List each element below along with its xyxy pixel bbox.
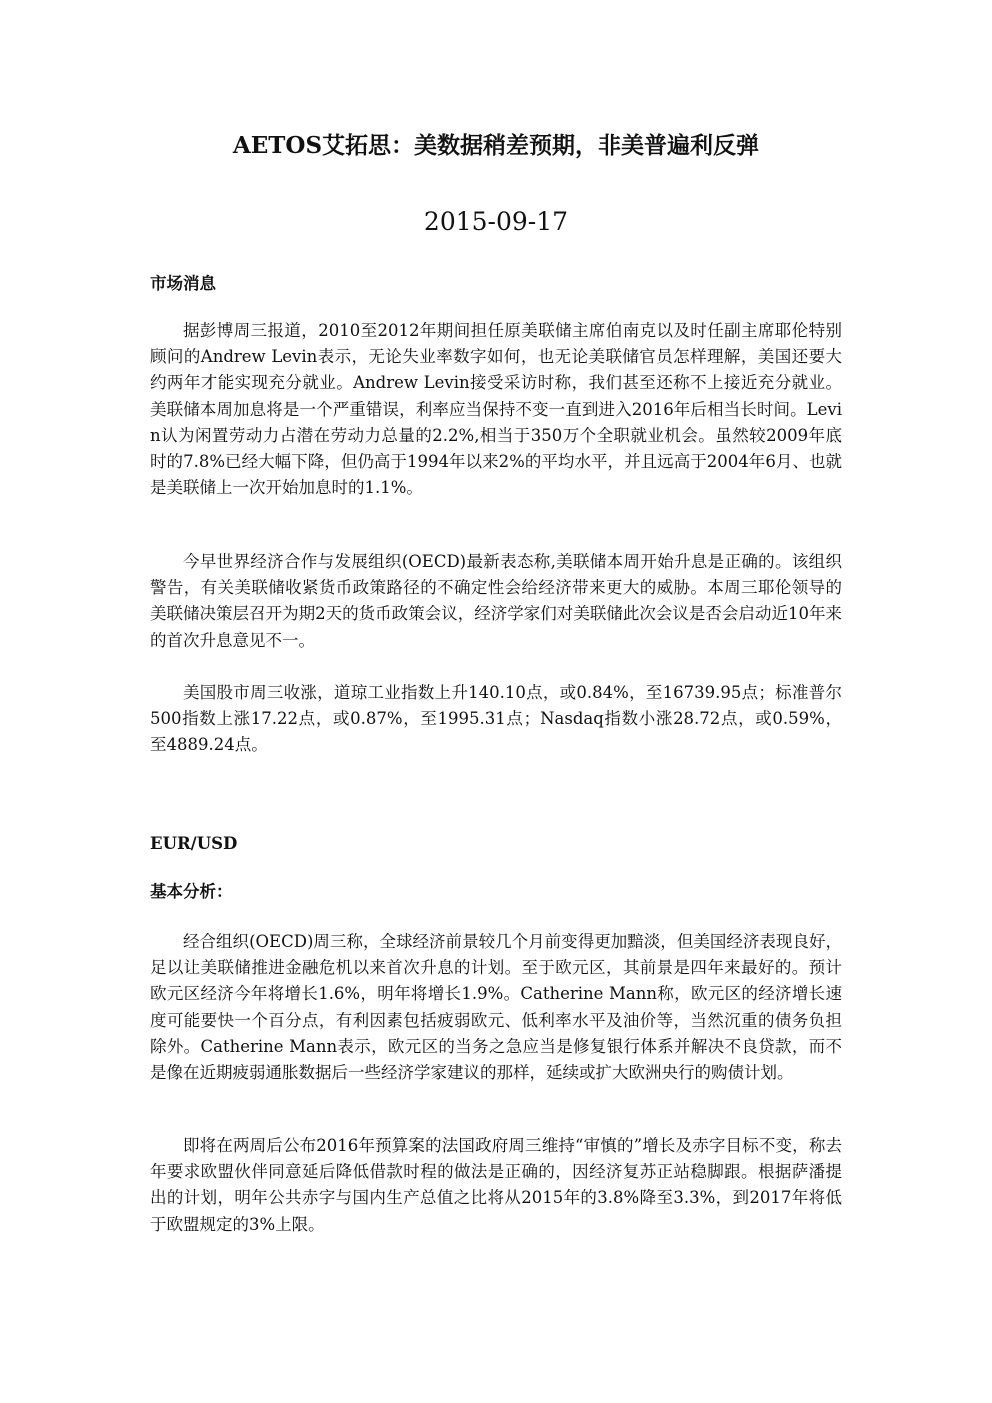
document-date: 2015-09-17 bbox=[423, 207, 569, 236]
paragraph-france-budget: 即将在两周后公布2016年预算案的法国政府周三维持“审慎的”增长及赤字目标不变，称去年要求欧盟伙伴同意延后降低借款时程的做法是正确的，因经济复苏正站稳脚跟。根据萨潘提出的计划，明年公共赤字与国内生产总值之比将从2015年的3.8%降至3.3%，到2017年将低于欧盟规定的3%上限。 bbox=[150, 1136, 842, 1234]
document-title: AETOS艾拓思：美数据稍差预期，非美普遍利反弹 bbox=[232, 132, 760, 159]
paragraph-oecd-fed: 今早世界经济合作与发展组织(OECD)最新表态称,美联储本周开始升息是正确的。该组织警告，有关美联储收紧货币政策路径的不确定性会给经济带来更大的威胁。本周三耶伦领导的美联储决策层召开为期2天的货币政策会议，经济学家们对美联储此次会议是否会启动近10年来的首次升息意见不一。 bbox=[150, 552, 842, 650]
section-heading-market-news: 市场消息 bbox=[150, 274, 216, 293]
paragraph-oecd-outlook: 经合组织(OECD)周三称，全球经济前景较几个月前变得更加黯淡，但美国经济表现良好，足以让美联储推进金融危机以来首次升息的计划。至于欧元区，其前景是四年来最好的。预计欧元区经济今年将增长1.6%，明年将增长1.9%。Catherine Mann称，欧元区的经济增长速度可能要快一个百分点，有利因素包括疲弱欧元、低利率水平及油价等，当然沉重的债务负担除外。Catherine Mann表示，欧元区的当务之急应当是修复银行体系并解决不良贷款，而不是像在近期疲弱通胀数据后一些经济学家建议的那样，延续或扩大欧洲央行的购债计划。 bbox=[150, 932, 842, 1083]
subheading-fundamental-analysis: 基本分析： bbox=[150, 882, 233, 901]
paragraph-us-stocks: 美国股市周三收涨，道琼工业指数上升140.10点，或0.84%，至16739.95点；标准普尔500指数上涨17.22点，或0.87%，至1995.31点；Nasdaq指数小涨28.72点，或0.59%，至4889.24点。 bbox=[150, 683, 842, 755]
section-heading-eurusd: EUR/USD bbox=[150, 834, 238, 853]
paragraph-levin: 据彭博周三报道，2010至2012年期间担任原美联储主席伯南克以及时任副主席耶伦特别顾问的Andrew Levin表示，无论失业率数字如何，也无论美联储官员怎样理解，美国还要大约两年才能实现充分就业。Andrew Levin接受采访时称，我们甚至还称不上接近充分就业。美联储本周加息将是一个严重错误，利率应当保持不变一直到进入2016年后相当长时间。Levin认为闲置劳动力占潜在劳动力总量的2.2%,相当于350万个全职就业机会。虽然较2009年底时的7.8%已经大幅下降，但仍高于1994年以来2%的平均水平，并且远高于2004年6月、也就是美联储上一次开始加息时的1.1%。 bbox=[150, 321, 842, 498]
